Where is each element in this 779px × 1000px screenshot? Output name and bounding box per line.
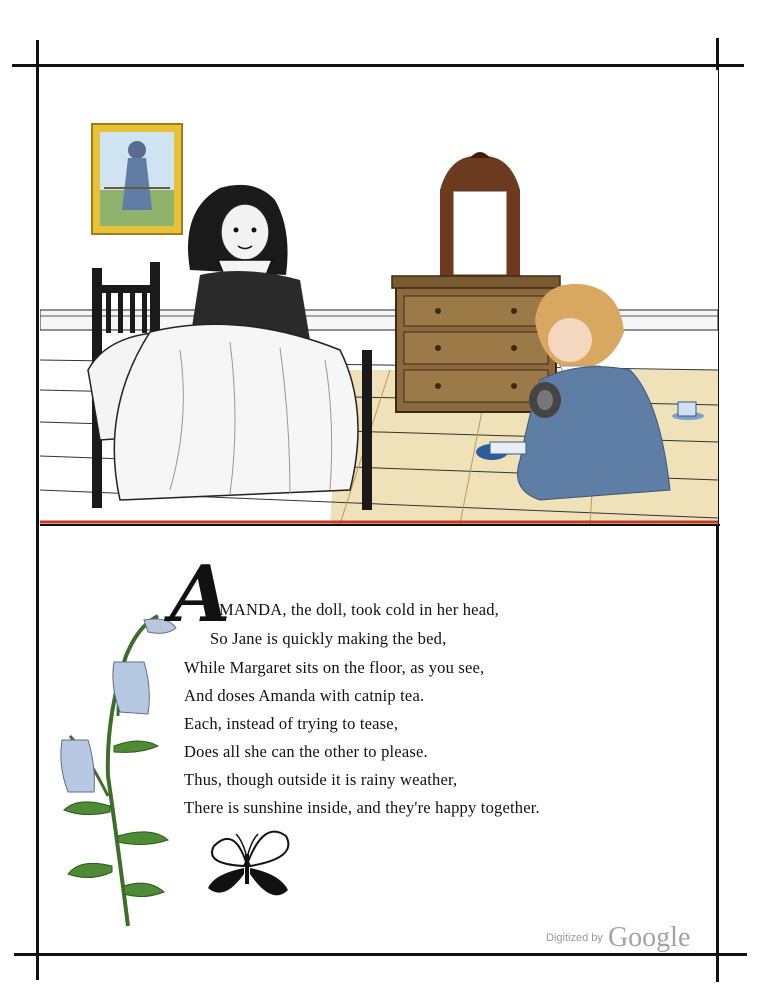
poem-line-7: Thus, though outside it is rainy weather, [184, 770, 458, 789]
butterfly-illustration [194, 816, 300, 908]
poem-line-3: While Margaret sits on the floor, as you see, [184, 658, 485, 677]
poem-line-8: There is sunshine inside, and they're happy together. [184, 798, 540, 817]
wall-picture [92, 124, 182, 234]
digitized-watermark [546, 922, 690, 954]
poem-line-4: And doses Amanda with catnip tea. [184, 686, 425, 705]
bedroom-scene [40, 70, 718, 524]
watermark-prefix: Digitized by [546, 932, 603, 944]
poem-line-1: MANDA, the doll, took cold in her head, [219, 600, 500, 619]
dresser [392, 152, 560, 412]
bellflower-illustration [48, 596, 178, 928]
frame-top-rule [12, 64, 744, 67]
frame-left-rule [36, 40, 39, 980]
bedroom-illustration [40, 70, 718, 524]
frame-middle-rule [40, 524, 720, 526]
poem-line-6: Does all she can the other to please. [184, 742, 428, 761]
poem-drop-cap: A [170, 549, 231, 640]
watermark-brand: Google [607, 922, 691, 953]
poem-line-2: So Jane is quickly making the bed, [210, 629, 447, 648]
poem-line-5: Each, instead of trying to tease, [184, 714, 399, 733]
